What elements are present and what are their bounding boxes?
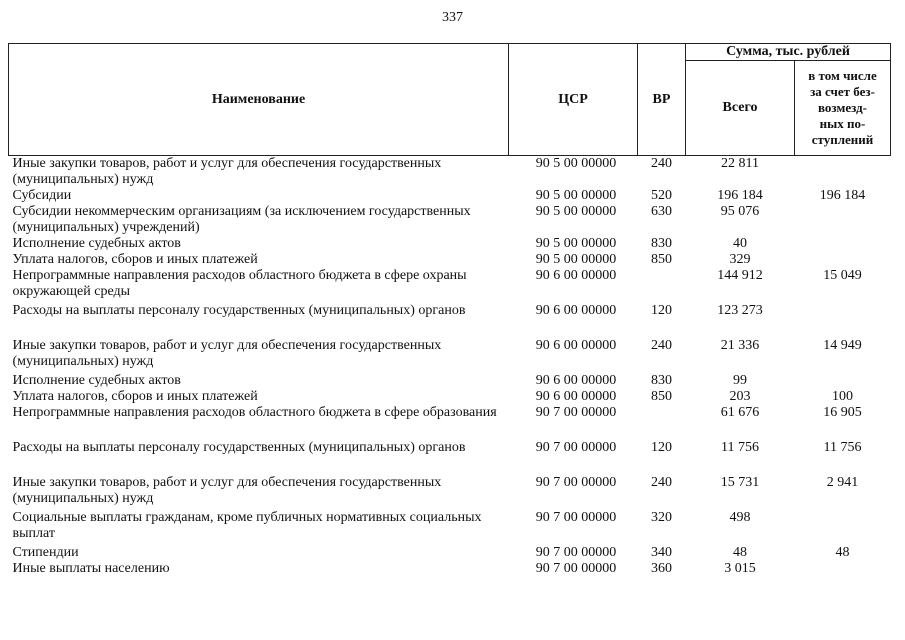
row-free-funds: [795, 252, 891, 268]
row-name: Социальные выплаты гражданам, кроме публичных нормативных социальных выплат: [12, 510, 482, 541]
row-name: Уплата налогов, сборов и иных платежей: [12, 389, 258, 404]
row-free-funds: [795, 236, 891, 252]
row-total: 203: [729, 389, 751, 404]
table-row: [9, 156, 891, 189]
row-csr: 90 6 00 00000: [535, 338, 617, 353]
table-row: [9, 188, 891, 204]
row-total: 329: [729, 252, 751, 267]
table-body: [9, 156, 891, 578]
row-total: 95 076: [720, 204, 760, 219]
table-row: [9, 373, 891, 389]
row-vr: 520: [651, 188, 672, 203]
row-free-funds: [795, 561, 891, 577]
row-name: Уплата налогов, сборов и иных платежей: [12, 252, 258, 267]
row-total: 48: [733, 545, 747, 560]
table-row: [9, 204, 891, 236]
row-csr: 90 7 00 00000: [535, 475, 617, 490]
row-vr: 850: [651, 389, 672, 404]
header-sum: Сумма, тыс. рублей: [686, 44, 891, 61]
row-name: Исполнение судебных актов: [12, 236, 181, 251]
header-free-line: за счет без-: [810, 84, 875, 99]
row-free-funds: [795, 303, 891, 338]
row-total: 22 811: [721, 156, 759, 171]
row-vr: 360: [651, 561, 672, 576]
table-row: [9, 545, 891, 561]
page-number: 337: [442, 10, 463, 25]
row-csr: 90 7 00 00000: [535, 510, 617, 525]
row-name: Иные закупки товаров, работ и услуг для обеспечения государственных (муниципальных) нужд: [12, 338, 442, 369]
row-vr: 340: [651, 545, 672, 560]
row-free-funds: [795, 510, 891, 545]
header-vr: ВР: [638, 44, 686, 156]
row-vr: 240: [651, 338, 672, 353]
table-row: [9, 303, 891, 338]
row-free-funds: 48: [835, 545, 850, 560]
row-free-funds: 14 949: [823, 338, 862, 353]
row-name: Непрограммные направления расходов областного бюджета в сфере охраны окружающей среды: [12, 268, 467, 299]
header-free-funds: [795, 61, 891, 156]
row-csr: 90 7 00 00000: [535, 545, 617, 560]
row-vr: 830: [651, 373, 672, 388]
row-free-funds: [795, 204, 891, 236]
row-total: 61 676: [720, 405, 760, 420]
header-total: Всего: [686, 61, 795, 156]
row-total: 144 912: [717, 268, 763, 283]
row-csr: 90 5 00 00000: [535, 188, 617, 203]
table-row: [9, 475, 891, 510]
table-row: [9, 405, 891, 440]
table-row: [9, 268, 891, 303]
row-csr: 90 5 00 00000: [535, 236, 617, 251]
row-vr: 120: [651, 303, 672, 318]
row-free-funds: 15 049: [823, 268, 862, 283]
table-row: [9, 440, 891, 475]
header-free-line: ных по-: [819, 116, 866, 131]
row-total: 196 184: [717, 188, 763, 203]
table-row: [9, 252, 891, 268]
row-csr: 90 6 00 00000: [535, 389, 617, 404]
row-free-funds: 11 756: [823, 440, 862, 455]
row-total: 11 756: [721, 440, 759, 455]
row-vr: 120: [651, 440, 672, 455]
header-free-line: ступлений: [811, 132, 874, 147]
row-vr: 830: [651, 236, 672, 251]
row-vr: 240: [651, 156, 672, 171]
row-name: Иные закупки товаров, работ и услуг для обеспечения государственных (муниципальных) нужд: [12, 475, 442, 506]
header-free-line: возмезд-: [818, 100, 867, 115]
row-free-funds: [795, 156, 891, 189]
row-csr: 90 5 00 00000: [535, 156, 617, 171]
row-name: Стипендии: [12, 545, 79, 560]
row-csr: 90 6 00 00000: [535, 268, 617, 283]
row-free-funds: 100: [832, 389, 853, 404]
row-csr: 90 6 00 00000: [535, 373, 617, 388]
row-vr: 320: [651, 510, 672, 525]
row-total: 15 731: [720, 475, 760, 490]
row-vr: 850: [651, 252, 672, 267]
row-free-funds: 2 941: [826, 475, 859, 490]
header-name: Наименование: [9, 44, 509, 156]
row-csr: 90 5 00 00000: [535, 252, 617, 267]
table-row: [9, 389, 891, 405]
row-total: 498: [729, 510, 751, 525]
row-total: 3 015: [724, 561, 756, 576]
row-name: Расходы на выплаты персоналу государственных (муниципальных) органов: [12, 440, 466, 455]
row-total: 99: [733, 373, 747, 388]
row-vr: 630: [651, 204, 672, 219]
table-row: [9, 561, 891, 577]
row-name: Иные выплаты населению: [12, 561, 170, 576]
row-name: Непрограммные направления расходов областного бюджета в сфере образования: [12, 405, 497, 420]
row-csr: 90 6 00 00000: [535, 303, 617, 318]
row-name: Исполнение судебных актов: [12, 373, 181, 388]
row-total: 21 336: [720, 338, 760, 353]
row-name: Субсидии: [12, 188, 72, 203]
budget-table: [8, 43, 891, 577]
table-row: [9, 510, 891, 545]
row-vr: [638, 405, 686, 440]
row-csr: 90 7 00 00000: [535, 440, 617, 455]
row-name: Субсидии некоммерческим организациям (за исключением государственных (муниципальных) учреждений): [12, 204, 471, 235]
row-vr: [638, 268, 686, 303]
row-free-funds: 16 905: [823, 405, 862, 420]
row-name: Расходы на выплаты персоналу государственных (муниципальных) органов: [12, 303, 466, 318]
table-row: [9, 338, 891, 373]
row-csr: 90 5 00 00000: [535, 204, 617, 219]
row-name: Иные закупки товаров, работ и услуг для обеспечения государственных (муниципальных) нужд: [12, 156, 442, 187]
row-total: 123 273: [717, 303, 763, 318]
row-free-funds: [795, 373, 891, 389]
row-vr: 240: [651, 475, 672, 490]
table-row: [9, 236, 891, 252]
header-csr: ЦСР: [509, 44, 638, 156]
row-csr: 90 7 00 00000: [535, 405, 617, 420]
row-csr: 90 7 00 00000: [535, 561, 617, 576]
row-free-funds: 196 184: [819, 188, 866, 203]
row-total: 40: [733, 236, 747, 251]
header-free-line: в том числе: [808, 68, 877, 83]
table-header: [9, 44, 891, 156]
